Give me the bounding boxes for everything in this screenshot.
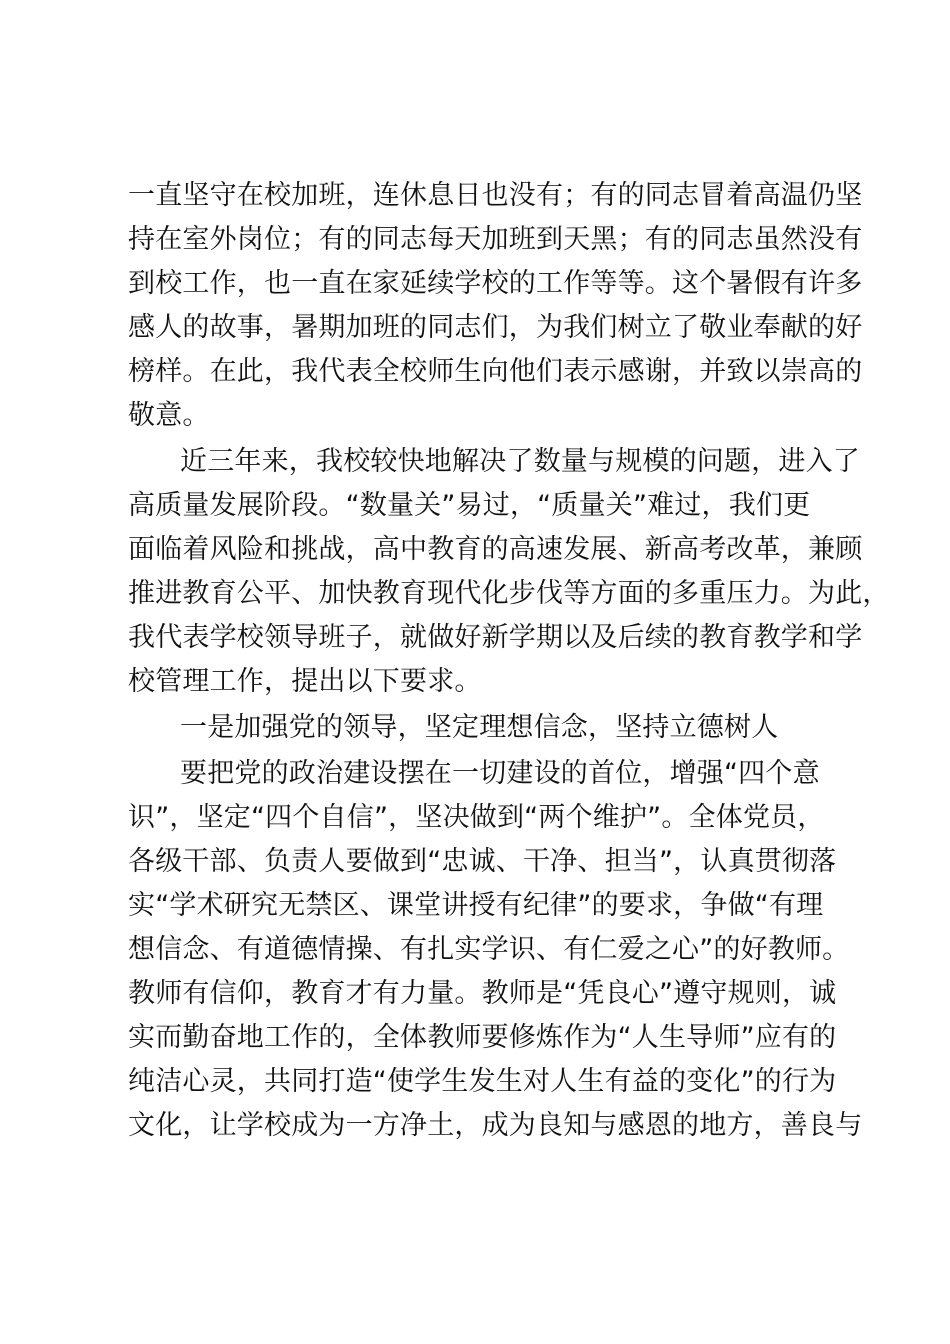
text-line: 敬意。 <box>128 400 210 431</box>
text-line: 实而勤奋地工作的，全体教师要修炼作为“人生导师”应有的 <box>128 1022 837 1053</box>
section-heading: 一是加强党的领导，坚定理想信念，坚持立德树人 <box>180 712 779 743</box>
text-line: 想信念、有道德情操、有扎实学识、有仁爱之心”的好教师。 <box>128 934 850 965</box>
text-line: 纯洁心灵，共同打造“使学生发生对人生有益的变化”的行为 <box>128 1066 837 1097</box>
text-line: 教师有信仰，教育才有力量。教师是“凭良心”遵守规则，诚 <box>128 978 837 1009</box>
text-line: 持在室外岗位；有的同志每天加班到天黑；有的同志虽然没有 <box>128 224 863 255</box>
text-line: 高质量发展阶段。“数量关”易过，“质量关”难过，我们更 <box>128 490 811 521</box>
text-line: 榜样。在此，我代表全校师生向他们表示感谢，并致以崇高的 <box>128 356 863 387</box>
text-line: 感人的故事，暑期加班的同志们，为我们树立了敬业奉献的好 <box>128 312 863 343</box>
text-line: 一直坚守在校加班，连休息日也没有；有的同志冒着高温仍坚 <box>128 180 863 211</box>
text-line: 面临着风险和挑战，高中教育的高速发展、新高考改革，兼顾 <box>128 534 863 565</box>
text-line: 实“学术研究无禁区、课堂讲授有纪律”的要求，争做“有理 <box>128 890 824 921</box>
text-line: 各级干部、负责人要做到“忠诚、干净、担当”，认真贯彻落 <box>128 846 837 877</box>
text-line: 校管理工作，提出以下要求。 <box>128 666 482 697</box>
paragraph-first-line: 要把党的政治建设摆在一切建设的首位，增强“四个意 <box>180 758 820 789</box>
text-line: 我代表学校领导班子，就做好新学期以及后续的教育教学和学 <box>128 622 863 653</box>
text-line: 推进教育公平、加快教育现代化步伐等方面的多重压力。为此， <box>128 578 890 609</box>
paragraph-first-line: 近三年来，我校较快地解决了数量与规模的问题，进入了 <box>180 446 860 477</box>
text-line: 文化，让学校成为一方净土，成为良知与感恩的地方，善良与 <box>128 1110 863 1141</box>
text-line: 到校工作，也一直在家延续学校的工作等等。这个暑假有许多 <box>128 268 863 299</box>
text-line: 识”，坚定“四个自信”，坚决做到“两个维护”。全体党员， <box>128 802 825 833</box>
